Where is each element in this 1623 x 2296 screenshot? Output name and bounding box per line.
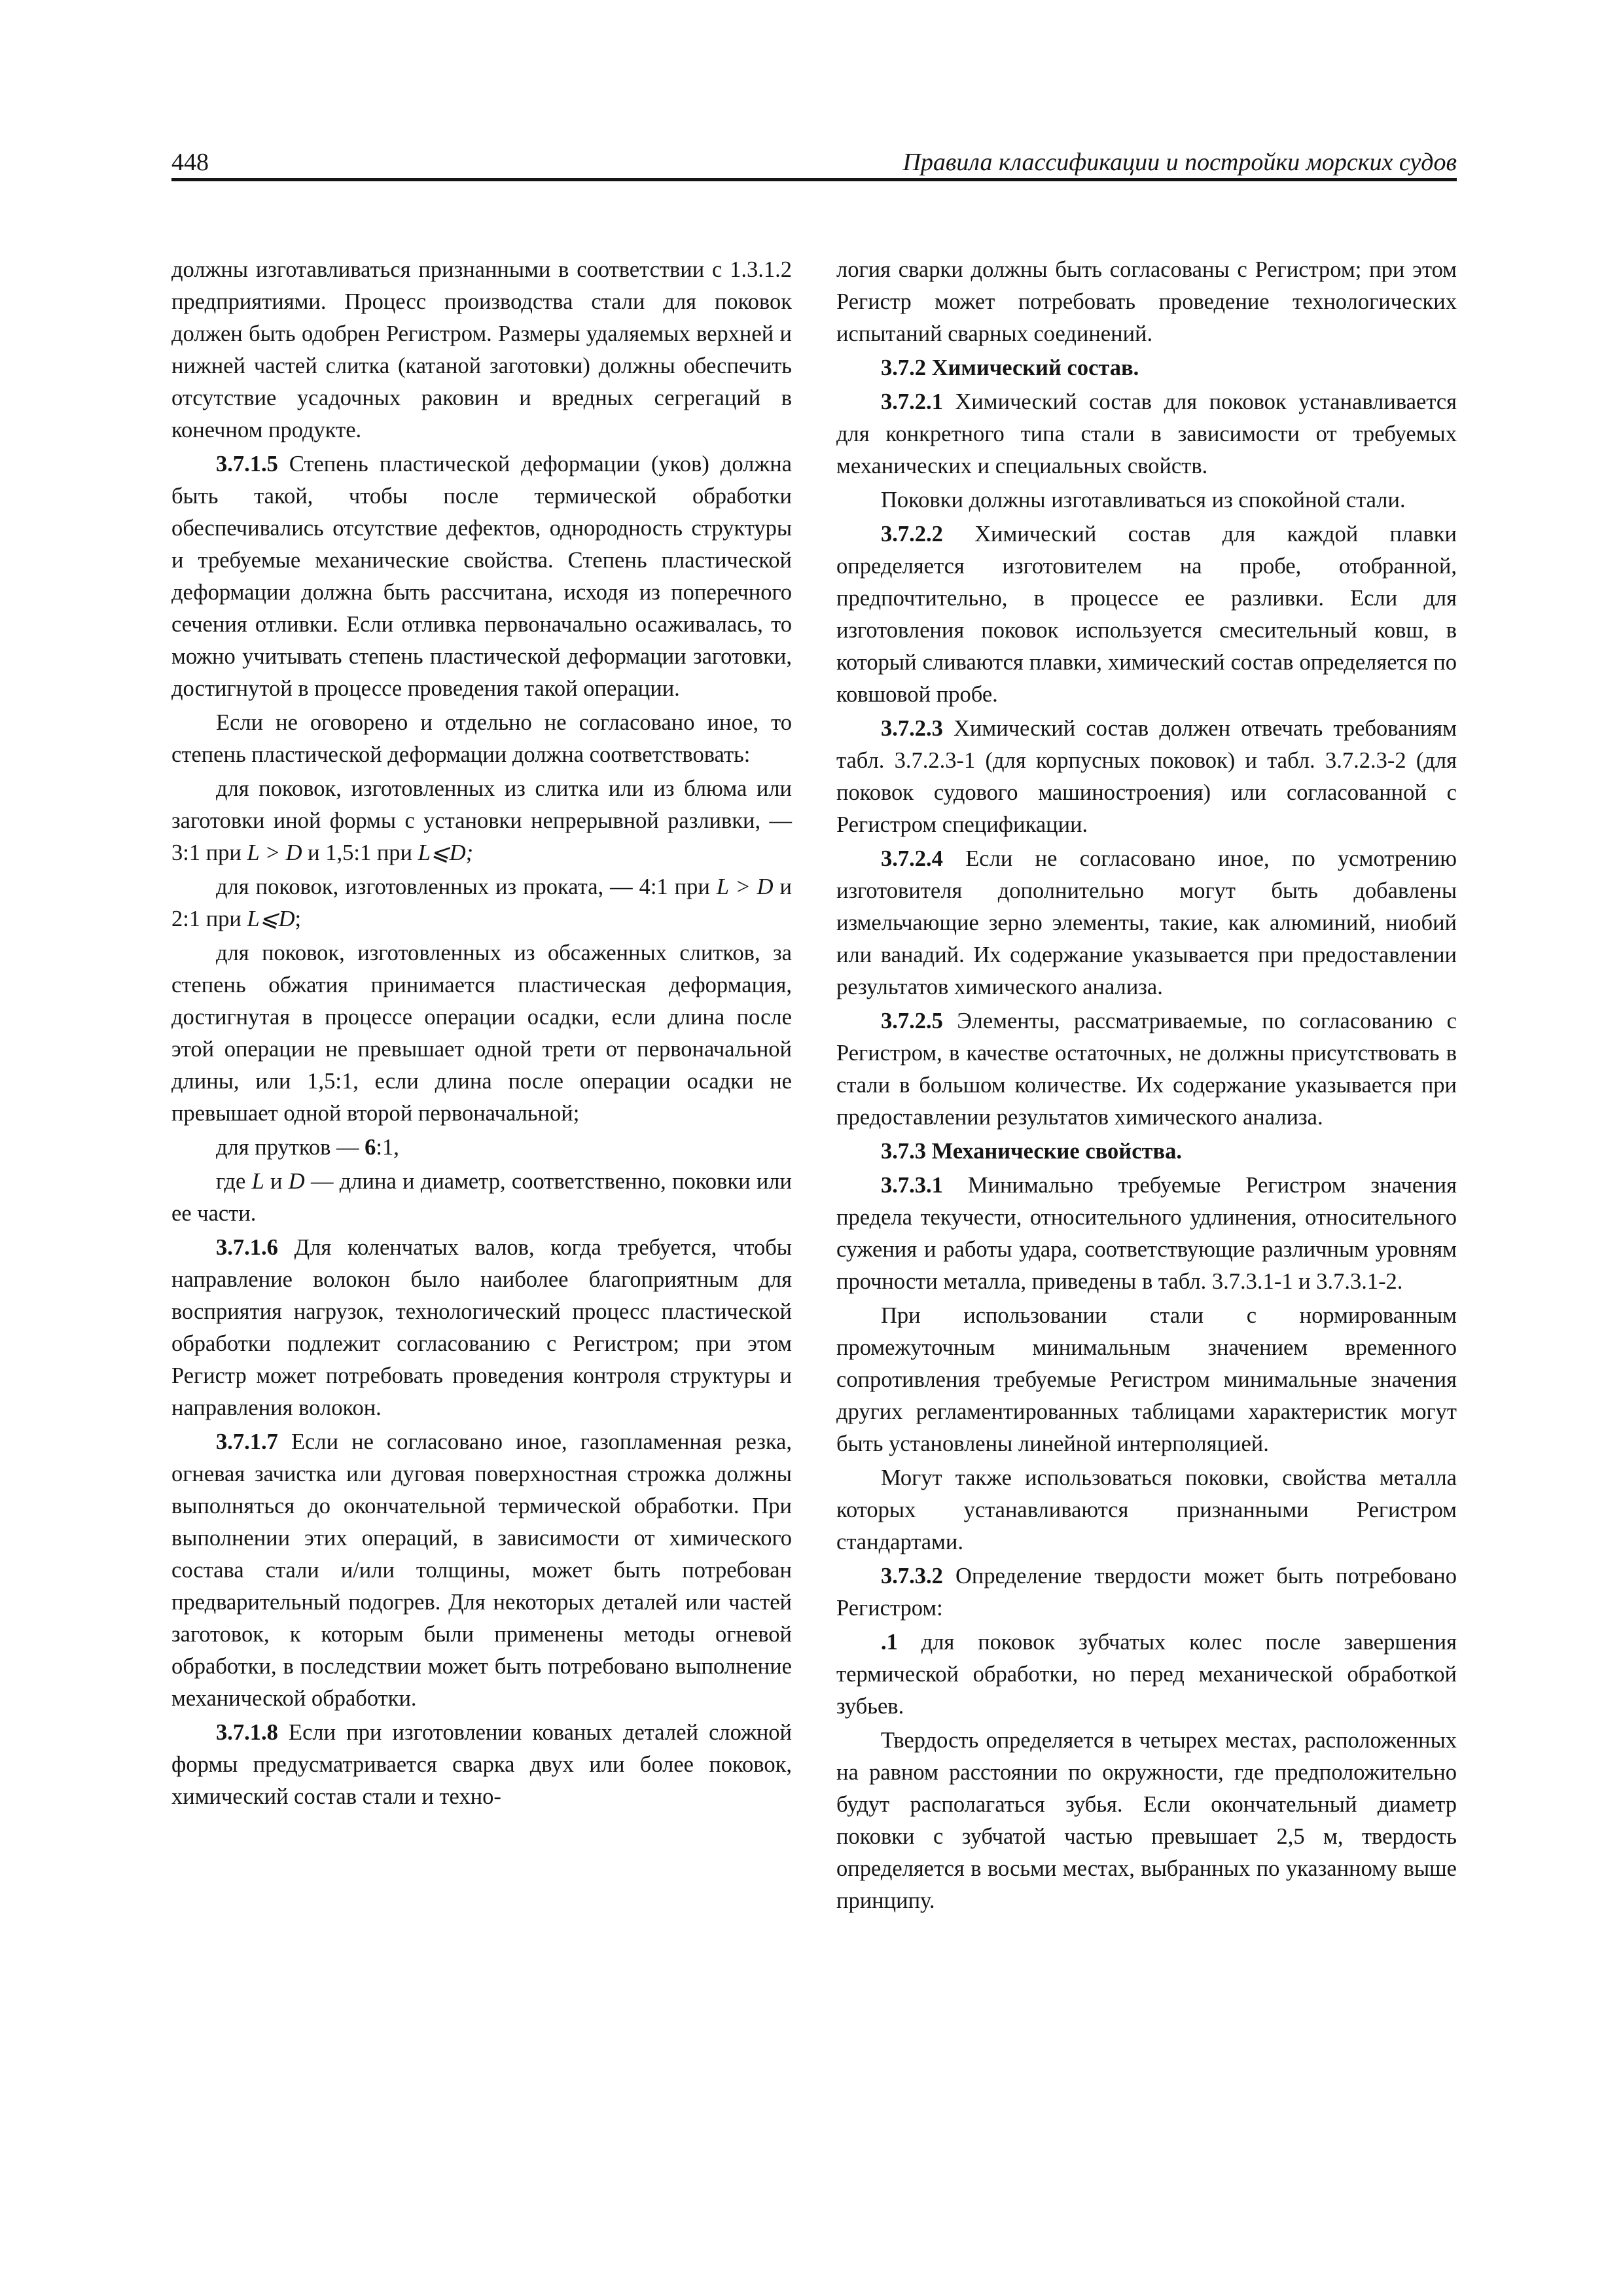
clause-3-7-1-8: 3.7.1.8 Если при изготовлении кованых деталей сложной формы предусматривается сварка двух или более поковок, химический состав стали и техно- (171, 1720, 792, 1809)
running-header (171, 148, 1457, 181)
list-item: .1 для поковок зубчатых колес после завершения термической обработки, но перед механической обработкой зубьев. (836, 1630, 1457, 1719)
paragraph: Твердость определяется в четырех местах, расположенных на равном расстоянии по окружности, где предположительно будут располагаться зубья. Если окончательный диаметр поковки с зубчатой частью превышает 2,5 м, твердость определяется в восьми местах, выбранных по указанному выше принципу. (836, 1728, 1457, 1913)
list-item: для поковок, изготовленных из обсаженных слитков, за степень обжатия принимается пластическая деформация, достигнутая в процессе операции осадки, если длина после этой операции не превышает одной трети от первоначальной длины, или 1,5:1, если длина после операции осадки не превышает одной второй первоначальной; (171, 941, 792, 1126)
paragraph: Поковки должны изготавливаться из спокойной стали. (881, 488, 1406, 512)
section-heading-3-7-2: 3.7.2 Химический состав. (881, 355, 1139, 380)
right-column (836, 254, 1457, 1919)
paragraph: логия сварки должны быть согласованы с Регистром; при этом Регистр может потребовать проведение технологических испытаний сварных соединений. (836, 257, 1457, 346)
running-title: Правила классификации и постройки морских судов (902, 149, 1457, 176)
section-heading-3-7-3: 3.7.3 Механические свойства. (881, 1139, 1182, 1164)
clause-3-7-2-5: 3.7.2.5 Элементы, рассматриваемые, по согласованию с Регистром, в качестве остаточных, не должны присутствовать в стали в большом количестве. Их содержание указывается при предоставлении результатов химического анализа. (836, 1009, 1457, 1130)
header-rule (171, 178, 1457, 181)
clause-3-7-1-6: 3.7.1.6 Для коленчатых валов, когда требуется, чтобы направление волокон было наиболее благоприятным для восприятия нагрузок, технологический процесс пластической обработки подлежит согласованию с Регистром; при этом Регистр может потребовать проведения контроля структуры и направления волокон. (171, 1235, 792, 1420)
clause-3-7-1-7: 3.7.1.7 Если не согласовано иное, газопламенная резка, огневая зачистка или дуговая поверхностная строжка должны выполняться до окончательной термической обработки. При выполнении этих операций, в зависимости от химического состава стали и/или толщины, может быть потребован предварительный подогрев. Для некоторых деталей или частей заготовок, к которым были применены методы огневой обработки, в последствии может быть потребовано выполнение механической обработки. (171, 1429, 792, 1711)
left-column (171, 254, 792, 1815)
list-item: для поковок, изготовленных из проката, — 4:1 при L > D и 2:1 при L⩽D; (171, 874, 793, 931)
paragraph: При использовании стали с нормированным промежуточным минимальным значением временного сопротивления требуемые Регистром минимальные значения других регламентированных таблицами характеристик могут быть установлены линейной интерполяцией. (836, 1303, 1457, 1456)
page-number: 448 (171, 149, 209, 176)
clause-3-7-2-3: 3.7.2.3 Химический состав должен отвечать требованиям табл. 3.7.2.3-1 (для корпусных поковок) и табл. 3.7.2.3-2 (для поковок судового машиностроения) или согласованной с Регистром спецификации. (836, 716, 1457, 837)
list-item: для поковок, изготовленных из слитка или из блюма или заготовки иной формы с установки непрерывной разливки, — 3:1 при L > D и 1,5:1 при L⩽D; (171, 776, 792, 865)
paragraph: Могут также использоваться поковки, свойства металла которых устанавливаются признанными Регистром стандартами. (836, 1465, 1457, 1554)
paragraph: Если не оговорено и отдельно не согласовано иное, то степень пластической деформации должна соответствовать: (171, 710, 792, 767)
clause-3-7-1-5: 3.7.1.5 Степень пластической деформации (уков) должна быть такой, чтобы после термической обработки обеспечивались отсутствие дефектов, однородность структуры и требуемые механические свойства. Степень пластической деформации должна быть рассчитана, исходя из поперечного сечения отливки. Если отливка первоначально осаживалась, то можно учитывать степень пластической деформации заготовки, достигнутой в процессе проведения такой операции. (171, 452, 792, 701)
paragraph: где L и D — длина и диаметр, соответственно, поковки или ее части. (171, 1169, 792, 1226)
clause-3-7-3-1: 3.7.3.1 Минимально требуемые Регистром значения предела текучести, относительного удлинения, относительного сужения и работы удара, соответствующие различным уровням прочности металла, приведены в табл. 3.7.3.1-1 и 3.7.3.1-2. (836, 1173, 1457, 1294)
clause-3-7-3-2: 3.7.3.2 Определение твердости может быть потребовано Регистром: (836, 1564, 1457, 1621)
clause-3-7-2-2: 3.7.2.2 Химический состав для каждой плавки определяется изготовителем на пробе, отобранной, предпочтительно, в процессе ее разливки. Если для изготовления поковок используется смесительный ковш, в который сливаются плавки, химический состав определяется по ковшовой пробе. (836, 522, 1457, 707)
list-item: для прутков — 6:1, (216, 1135, 399, 1160)
clause-3-7-2-4: 3.7.2.4 Если не согласовано иное, по усмотрению изготовителя дополнительно могут быть добавлены измельчающие зерно элементы, такие, как алюминий, ниобий или ванадий. Их содержание указывается при предоставлении результатов химического анализа. (836, 846, 1457, 999)
clause-3-7-2-1: 3.7.2.1 Химический состав для поковок устанавливается для конкретного типа стали в зависимости от требуемых механических и специальных свойств. (836, 389, 1457, 478)
paragraph: должны изготавливаться признанными в соответствии с 1.3.1.2 предприятиями. Процесс производства стали для поковок должен быть одобрен Регистром. Размеры удаляемых верхней и нижней частей слитка (катаной заготовки) должны обеспечить отсутствие усадочных раковин и вредных сегрегаций в конечном продукте. (171, 257, 792, 442)
